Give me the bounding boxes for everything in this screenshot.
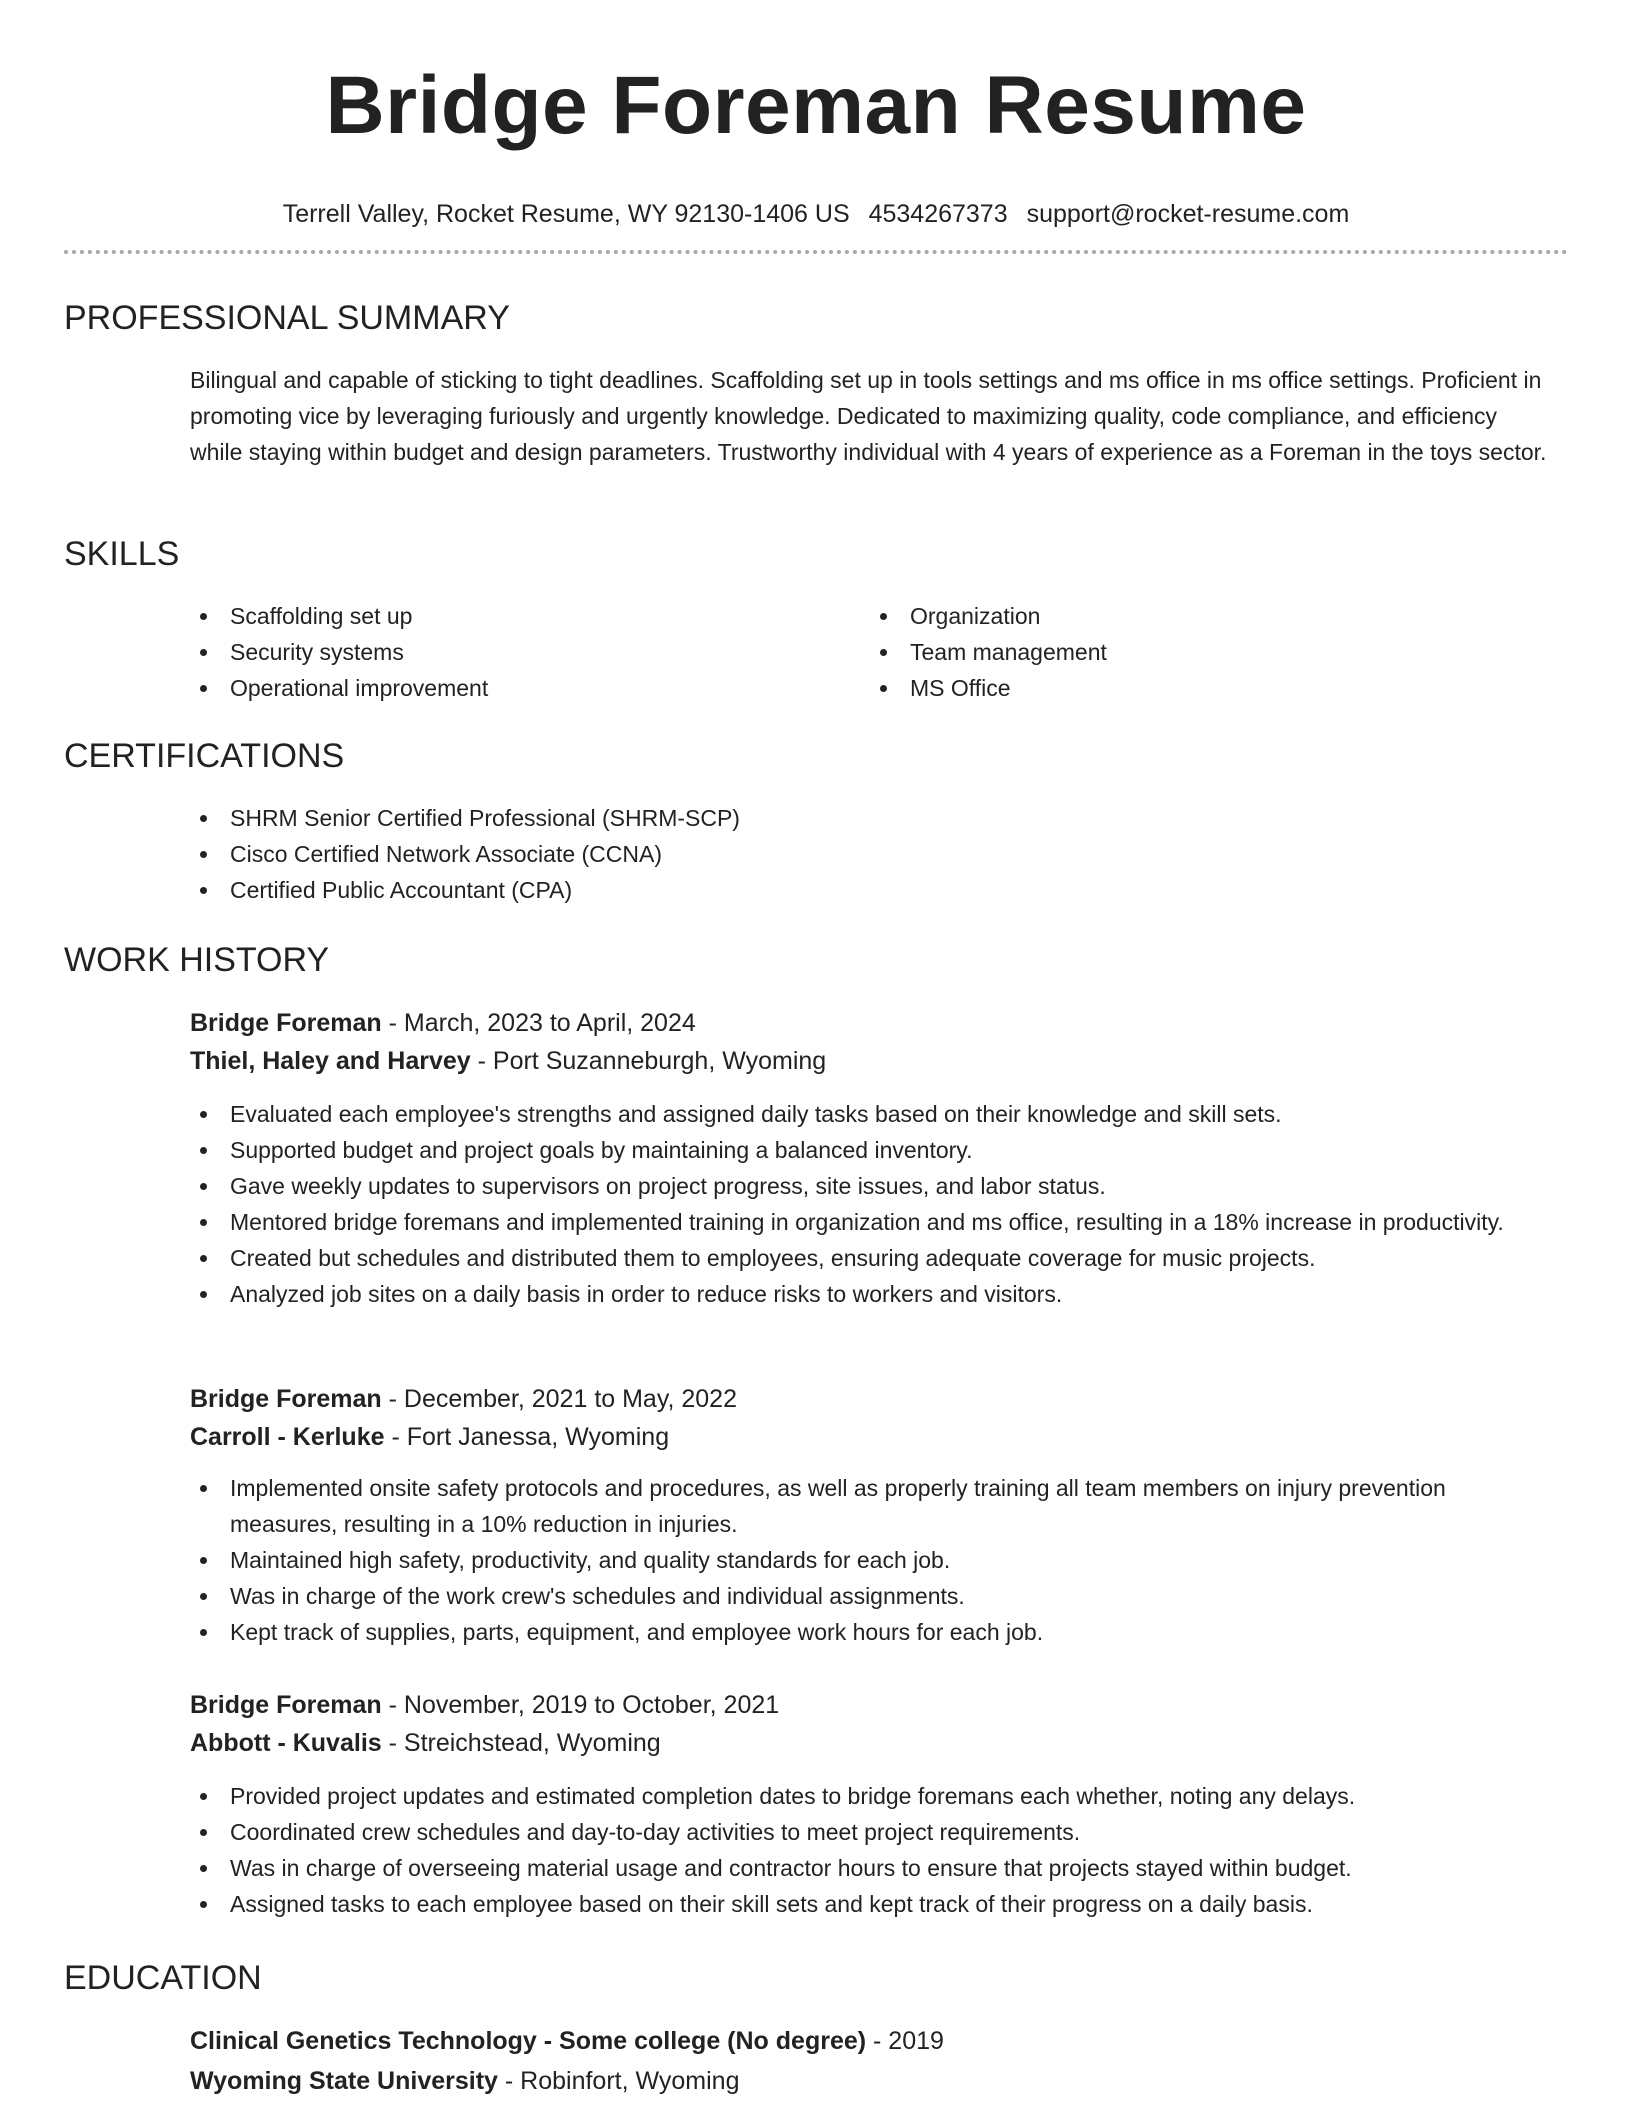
- job-title: Bridge Foreman: [190, 1009, 382, 1037]
- education-school-line: [190, 2062, 739, 2100]
- job-bullet: Kept track of supplies, parts, equipment, and employee work hours for each job.: [186, 1614, 1552, 1650]
- education-heading: EDUCATION: [64, 1959, 262, 1997]
- job-dates: - March, 2023 to April, 2024: [381, 1009, 696, 1037]
- job-bullet: Analyzed job sites on a daily basis in order to reduce risks to workers and visitors.: [186, 1276, 1552, 1312]
- certification-item: SHRM Senior Certified Professional (SHRM-SCP): [186, 800, 740, 836]
- job-bullet: Maintained high safety, productivity, and quality standards for each job.: [186, 1542, 1552, 1578]
- job-bullet: Gave weekly updates to supervisors on project progress, site issues, and labor status.: [186, 1168, 1552, 1204]
- contact-line: [0, 196, 1632, 232]
- job-bullet: Supported budget and project goals by maintaining a balanced inventory.: [186, 1132, 1552, 1168]
- job-bullet: Mentored bridge foremans and implemented training in organization and ms office, resulting in a 18% increase in productivity.: [186, 1204, 1552, 1240]
- certifications-heading: CERTIFICATIONS: [64, 737, 345, 775]
- job-company-line: [190, 1724, 661, 1762]
- contact-email: support@rocket-resume.com: [1026, 200, 1350, 228]
- job-dates: - December, 2021 to May, 2022: [381, 1385, 737, 1413]
- job-bullet: Was in charge of overseeing material usage and contractor hours to ensure that projects stayed within budget.: [186, 1850, 1552, 1886]
- job-bullet: Evaluated each employee's strengths and assigned daily tasks based on their knowledge and skill sets.: [186, 1096, 1552, 1132]
- job-bullets: [186, 1778, 1552, 1922]
- job-bullets: [186, 1096, 1552, 1312]
- education-year: - 2019: [866, 2027, 944, 2055]
- skill-item: Team management: [866, 634, 1107, 670]
- job-location: - Streichstead, Wyoming: [381, 1729, 661, 1757]
- contact-phone: 4534267373: [868, 200, 1008, 228]
- skill-item: MS Office: [866, 670, 1107, 706]
- job-bullet: Created but schedules and distributed them to employees, ensuring adequate coverage for music projects.: [186, 1240, 1552, 1276]
- work-history-heading: WORK HISTORY: [64, 941, 330, 979]
- job-company-line: [190, 1042, 826, 1080]
- job-company-line: [190, 1418, 669, 1456]
- job-location: - Port Suzanneburgh, Wyoming: [470, 1047, 827, 1075]
- resume-title: Bridge Foreman Resume: [325, 60, 1307, 151]
- job-company: Abbott - Kuvalis: [190, 1729, 382, 1757]
- job-dates: - November, 2019 to October, 2021: [381, 1691, 780, 1719]
- skills-heading: SKILLS: [64, 535, 180, 573]
- summary-heading: PROFESSIONAL SUMMARY: [64, 299, 510, 337]
- skill-item: Security systems: [186, 634, 488, 670]
- education-location: - Robinfort, Wyoming: [497, 2067, 740, 2095]
- job-bullet: Was in charge of the work crew's schedules and individual assignments.: [186, 1578, 1552, 1614]
- job-bullet: Provided project updates and estimated completion dates to bridge foremans each whether, noting any delays.: [186, 1778, 1552, 1814]
- job-title-line: [190, 1004, 696, 1042]
- job-bullet: Coordinated crew schedules and day-to-day activities to meet project requirements.: [186, 1814, 1552, 1850]
- job-title: Bridge Foreman: [190, 1385, 382, 1413]
- job-company: Thiel, Haley and Harvey: [190, 1047, 471, 1075]
- header-divider: [64, 250, 1568, 254]
- contact-address: Terrell Valley, Rocket Resume, WY 92130-1406 US: [282, 200, 850, 228]
- certifications-list: [186, 800, 740, 908]
- job-title: Bridge Foreman: [190, 1691, 382, 1719]
- education-degree: Clinical Genetics Technology - Some college (No degree): [190, 2027, 867, 2055]
- job-title-line: [190, 1686, 779, 1724]
- education-degree-line: [190, 2022, 944, 2060]
- summary-text: Bilingual and capable of sticking to tight deadlines. Scaffolding set up in tools settings and ms office in ms office settings. Proficient in promoting vice by leveraging furiously and urgently knowledge. Dedicated to maximizing quality, code compliance, and efficiency while staying within budget and design parameters. Trustworthy individual with 4 years of experience as a Foreman in the toys sector.: [190, 367, 1547, 465]
- certification-item: Certified Public Accountant (CPA): [186, 872, 740, 908]
- job-bullet: Implemented onsite safety protocols and procedures, as well as properly training all team members on injury prevention measures, resulting in a 10% reduction in injuries.: [186, 1470, 1552, 1542]
- job-location: - Fort Janessa, Wyoming: [384, 1423, 670, 1451]
- education-school: Wyoming State University: [190, 2067, 498, 2095]
- certification-item: Cisco Certified Network Associate (CCNA): [186, 836, 740, 872]
- skill-item: Organization: [866, 598, 1107, 634]
- skills-list-right: [866, 598, 1107, 706]
- skills-list-left: [186, 598, 488, 706]
- job-bullets: [186, 1470, 1552, 1650]
- job-company: Carroll - Kerluke: [190, 1423, 385, 1451]
- job-bullet: Assigned tasks to each employee based on their skill sets and kept track of their progress on a daily basis.: [186, 1886, 1552, 1922]
- skill-item: Operational improvement: [186, 670, 488, 706]
- job-title-line: [190, 1380, 737, 1418]
- skill-item: Scaffolding set up: [186, 598, 488, 634]
